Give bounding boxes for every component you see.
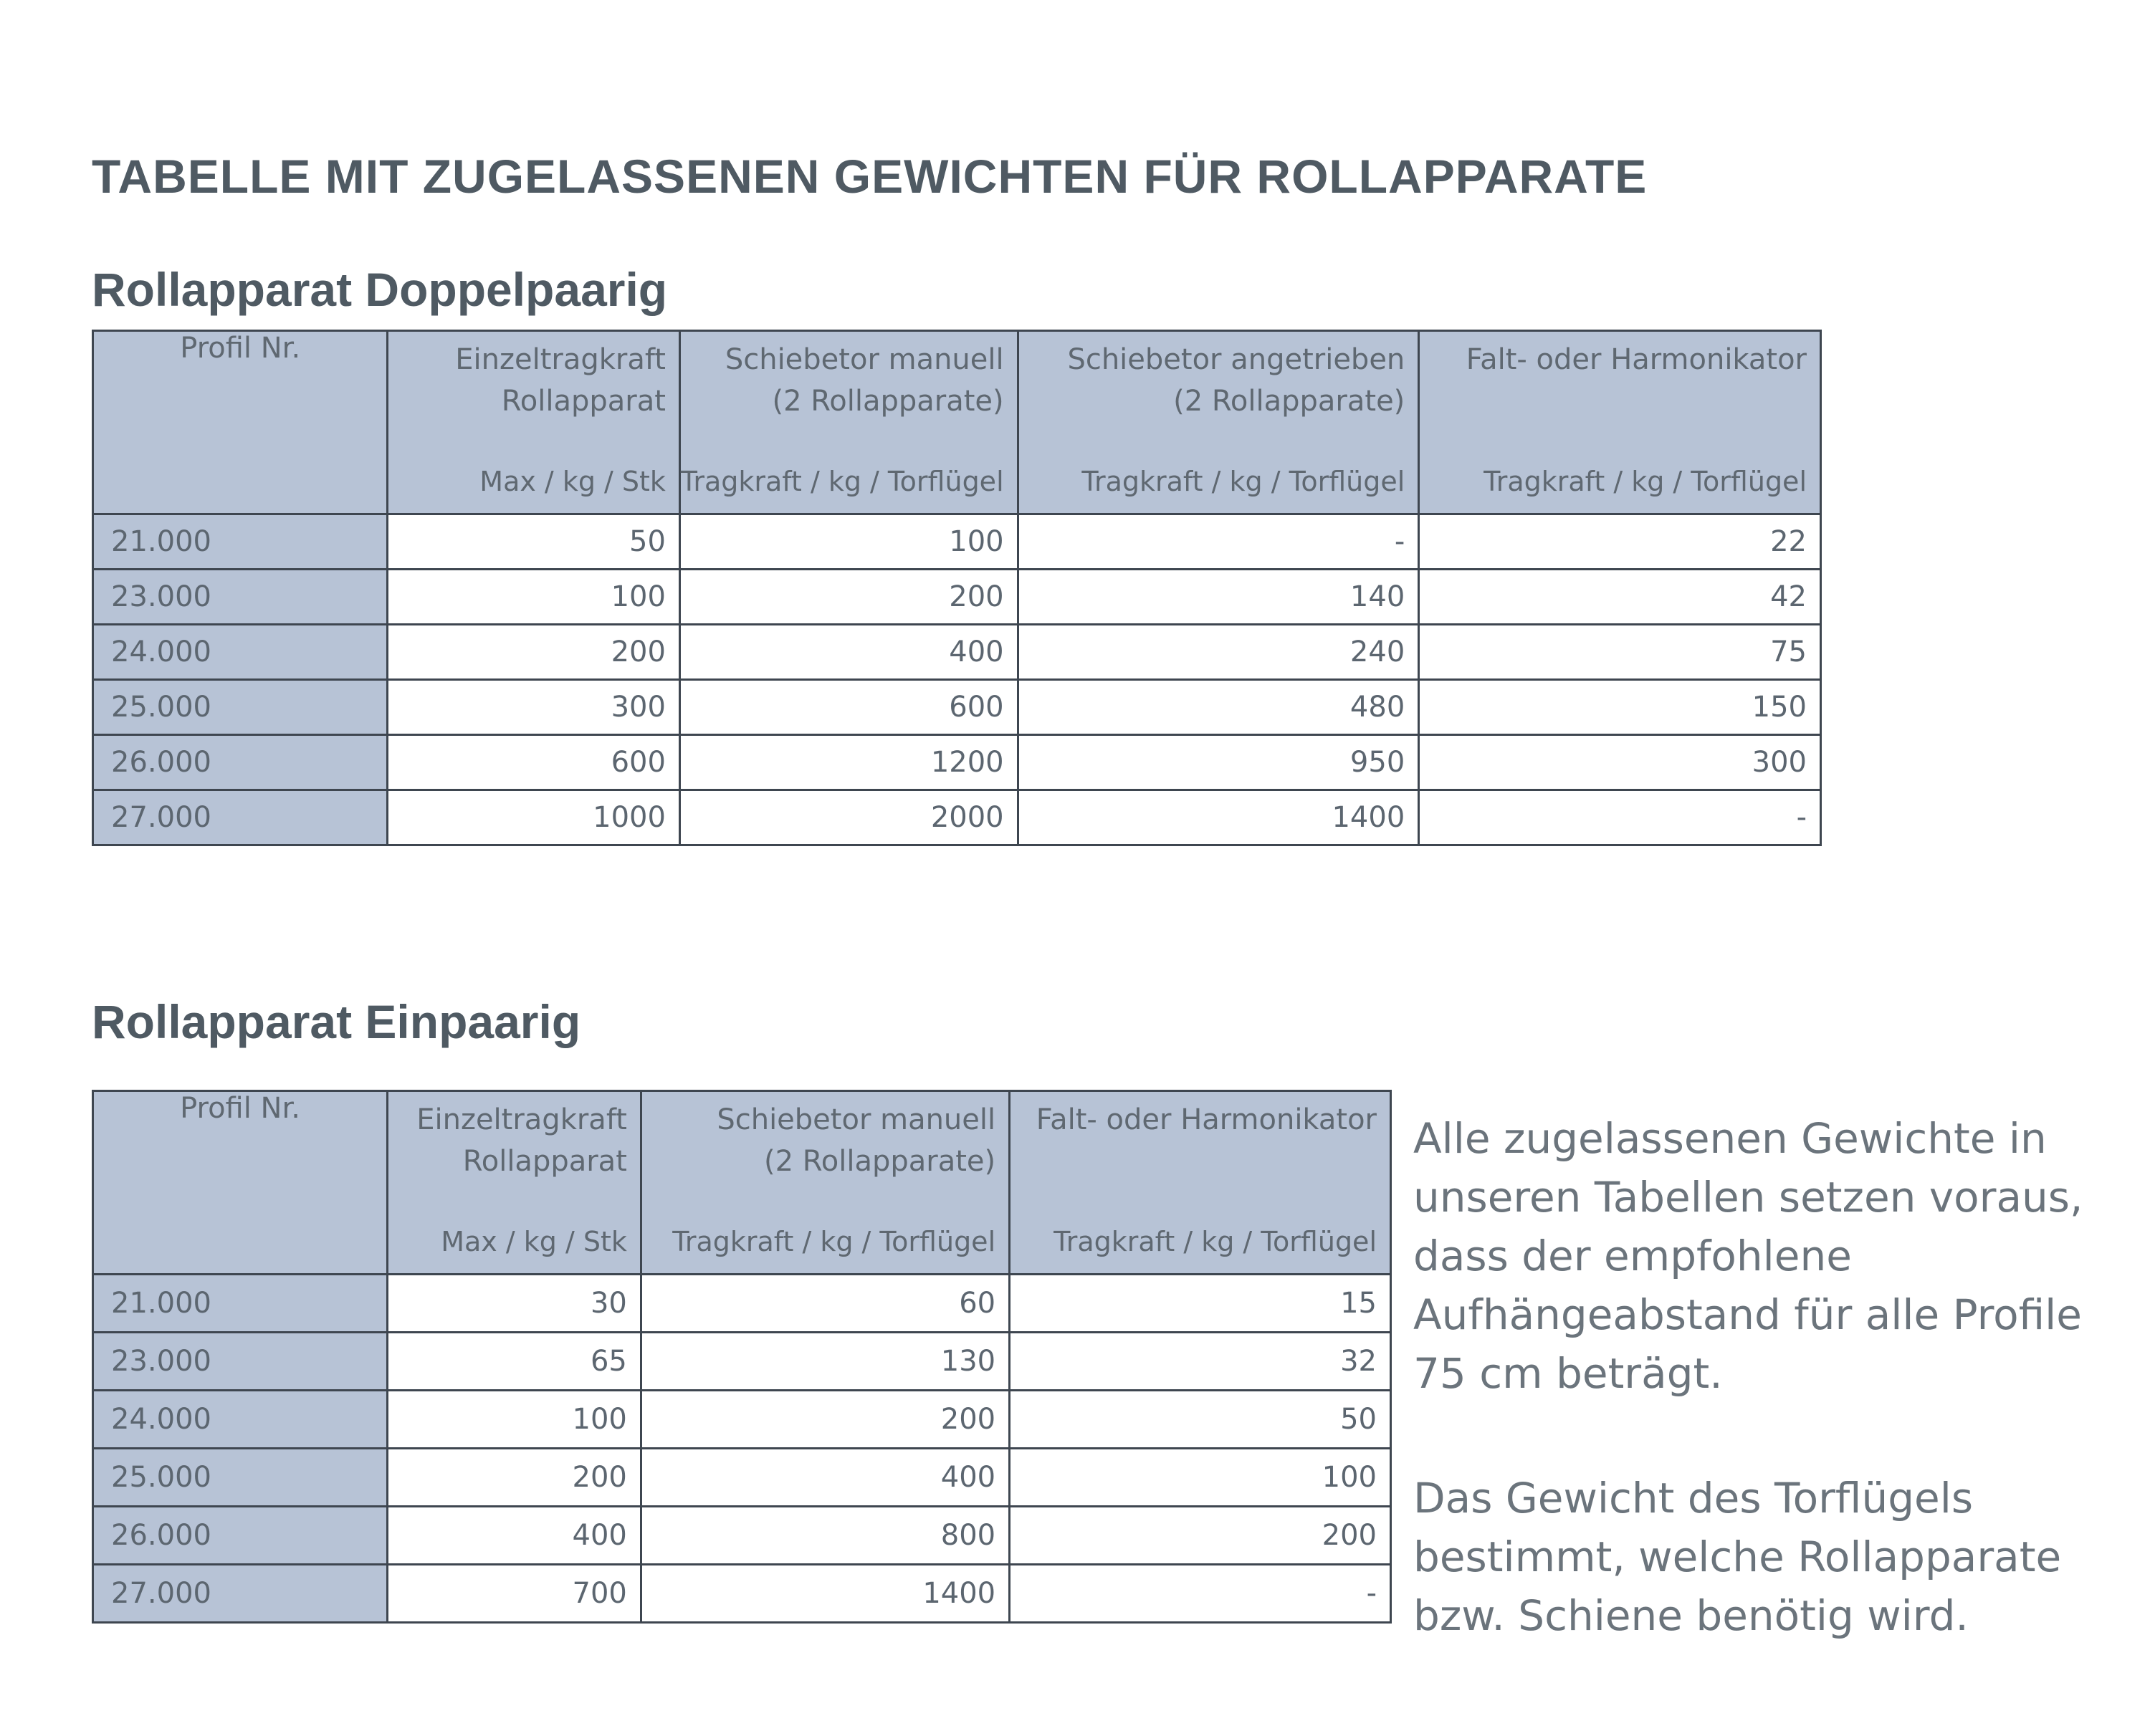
table-cell: 100: [1010, 1449, 1391, 1507]
table-cell: 50: [388, 514, 679, 570]
table-cell: 200: [641, 1391, 1009, 1449]
column-header-einzeltragkraft: [388, 1091, 641, 1275]
table-cell: 200: [388, 625, 679, 680]
column-header-label: Schiebetor manuell (2 Rollapparate): [717, 1103, 996, 1178]
column-header-unit: Tragkraft / kg / Torflügel: [1484, 466, 1807, 497]
cell-profil: 26.000: [93, 735, 388, 790]
table-cell: 150: [1419, 680, 1821, 735]
table-cell: 100: [388, 1391, 641, 1449]
cell-profil: 26.000: [93, 1507, 388, 1565]
table-cell: 2000: [679, 790, 1018, 845]
column-header-schiebetor-angetrieben: [1018, 331, 1419, 514]
table-cell: 1200: [679, 735, 1018, 790]
table-row: [93, 514, 1821, 570]
column-header-unit: Tragkraft / kg / Torflügel: [680, 466, 1004, 497]
column-header-label: Profil Nr.: [180, 1092, 300, 1125]
table-cell: 400: [641, 1449, 1009, 1507]
table-cell: 600: [679, 680, 1018, 735]
table-cell: 800: [641, 1507, 1009, 1565]
cell-profil: 23.000: [93, 570, 388, 625]
table-cell: 200: [1010, 1507, 1391, 1565]
column-header-faltkator: [1010, 1091, 1391, 1275]
table-cell: 42: [1419, 570, 1821, 625]
table-cell: 75: [1419, 625, 1821, 680]
column-header-unit: Max / kg / Stk: [441, 1226, 627, 1257]
table-cell: 22: [1419, 514, 1821, 570]
table-row: [93, 1507, 1391, 1565]
table-header-row: [93, 331, 1821, 514]
column-header-label: Einzeltragkraft Rollapparat: [416, 1103, 627, 1178]
table-cell: 100: [679, 514, 1018, 570]
table-cell: 200: [388, 1449, 641, 1507]
table-header-row: [93, 1091, 1391, 1275]
table-cell: 1000: [388, 790, 679, 845]
table-cell: 300: [1419, 735, 1821, 790]
table-cell: 950: [1018, 735, 1419, 790]
table-body: [93, 514, 1821, 845]
column-header-profil: [93, 331, 388, 514]
column-header-schiebetor-manuell: [641, 1091, 1009, 1275]
column-header-schiebetor-manuell: [679, 331, 1018, 514]
column-header-label: Einzeltragkraft Rollapparat: [455, 343, 666, 418]
cell-profil: 21.000: [93, 514, 388, 570]
table-cell: 700: [388, 1565, 641, 1623]
table-cell: 65: [388, 1333, 641, 1391]
table-cell: 130: [641, 1333, 1009, 1391]
table-cell: 400: [388, 1507, 641, 1565]
column-header-label: Falt- oder Harmonikator: [1036, 1103, 1377, 1136]
cell-profil: 23.000: [93, 1333, 388, 1391]
table-cell: -: [1010, 1565, 1391, 1623]
table-cell: 50: [1010, 1391, 1391, 1449]
table-row: [93, 570, 1821, 625]
table-row: [93, 680, 1821, 735]
column-header-unit: Tragkraft / kg / Torflügel: [1054, 1226, 1377, 1257]
table-row: [93, 625, 1821, 680]
table-cell: -: [1419, 790, 1821, 845]
table-cell: 400: [679, 625, 1018, 680]
table-cell: 15: [1010, 1275, 1391, 1333]
table-row: [93, 790, 1821, 845]
table-cell: 1400: [641, 1565, 1009, 1623]
cell-profil: 21.000: [93, 1275, 388, 1333]
cell-profil: 25.000: [93, 1449, 388, 1507]
table-row: [93, 1449, 1391, 1507]
table-cell: 32: [1010, 1333, 1391, 1391]
column-header-label: Falt- oder Harmonikator: [1466, 343, 1807, 376]
cell-profil: 27.000: [93, 790, 388, 845]
table-cell: 240: [1018, 625, 1419, 680]
table-row: [93, 1391, 1391, 1449]
column-header-unit: Tragkraft / kg / Torflügel: [1081, 466, 1405, 497]
cell-profil: 24.000: [93, 625, 388, 680]
table-cell: -: [1018, 514, 1419, 570]
table-cell: 200: [679, 570, 1018, 625]
table-cell: 1400: [1018, 790, 1419, 845]
table-cell: 140: [1018, 570, 1419, 625]
table-row: [93, 735, 1821, 790]
column-header-faltkator: [1419, 331, 1821, 514]
table-row: [93, 1333, 1391, 1391]
note-torfluegel-gewicht: Das Gewicht des Torflügels bestimmt, welche Rollapparate bzw. Schiene benötig wird.: [1413, 1474, 2062, 1640]
table-cell: 100: [388, 570, 679, 625]
table-cell: 480: [1018, 680, 1419, 735]
column-header-label: Profil Nr.: [180, 332, 301, 365]
cell-profil: 25.000: [93, 680, 388, 735]
table-cell: 600: [388, 735, 679, 790]
column-header-label: Schiebetor angetrieben (2 Rollapparate): [1067, 343, 1405, 418]
table-body: [93, 1275, 1391, 1623]
column-header-unit: Max / kg / Stk: [479, 466, 666, 497]
table-cell: 30: [388, 1275, 641, 1333]
cell-profil: 24.000: [93, 1391, 388, 1449]
column-header-unit: Tragkraft / kg / Torflügel: [672, 1226, 996, 1257]
note-aufhaengeabstand: Alle zugelassenen Gewichte in unseren Tabellen setzen voraus, dass der empfohlene Aufhängeabstand für alle Profile 75 cm beträgt.: [1413, 1114, 2083, 1398]
table-cell: 300: [388, 680, 679, 735]
section-title-einpaarig: Rollapparat Einpaarig: [92, 995, 581, 1048]
column-header-profil: [93, 1091, 388, 1275]
page-title: TABELLE MIT ZUGELASSENEN GEWICHTEN FÜR ROLLAPPARATE: [92, 150, 1648, 203]
column-header-label: Schiebetor manuell (2 Rollapparate): [725, 343, 1004, 418]
section-title-doppelpaarig: Rollapparat Doppelpaarig: [92, 263, 668, 316]
table-row: [93, 1275, 1391, 1333]
column-header-einzeltragkraft: [388, 331, 679, 514]
cell-profil: 27.000: [93, 1565, 388, 1623]
table-row: [93, 1565, 1391, 1623]
table-cell: 60: [641, 1275, 1009, 1333]
table-einpaarig: [92, 1090, 1392, 1624]
table-doppelpaarig: [92, 330, 1822, 846]
